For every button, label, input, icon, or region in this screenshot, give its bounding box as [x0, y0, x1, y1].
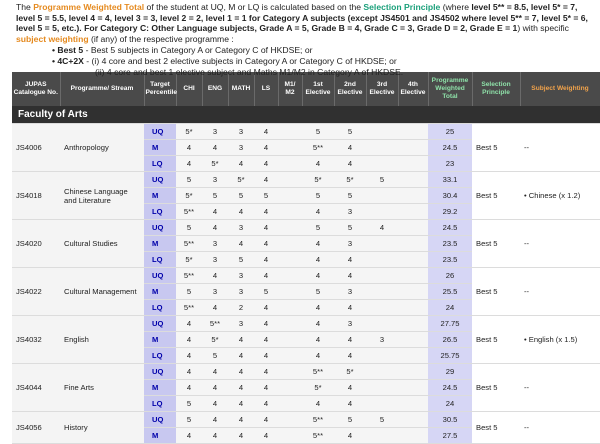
- subject-weighting: • English (x 1.5): [520, 316, 600, 364]
- score-chi: 5: [176, 396, 202, 412]
- weighted-total: 23.5: [428, 252, 472, 268]
- selection-principle: Best 5: [472, 124, 520, 172]
- score-elective-1: 5**: [302, 140, 334, 156]
- score-elective-2: 5*: [334, 172, 366, 188]
- intro-text: [0, 0, 600, 77]
- score-m1m2: [278, 364, 302, 380]
- score-elective-1: 4: [302, 300, 334, 316]
- score-elective-4: [398, 204, 428, 220]
- weighted-total: 24: [428, 396, 472, 412]
- score-eng: 4: [202, 364, 228, 380]
- score-elective-1: 4: [302, 396, 334, 412]
- score-chi: 5*: [176, 124, 202, 140]
- score-m1m2: [278, 188, 302, 204]
- score-elective-3: 5: [366, 172, 398, 188]
- score-math: 3: [228, 284, 254, 300]
- score-chi: 5*: [176, 252, 202, 268]
- score-eng: 3: [202, 124, 228, 140]
- score-basis: LQ: [144, 348, 176, 364]
- selection-principle-term: Selection Principle: [363, 2, 441, 12]
- score-elective-1: 5*: [302, 380, 334, 396]
- weighted-total: 25: [428, 124, 472, 140]
- score-elective-2: 5: [334, 412, 366, 428]
- score-ls: 5: [254, 284, 278, 300]
- score-elective-2: 4: [334, 300, 366, 316]
- col-selection: Selection Principle: [472, 72, 520, 106]
- option-best5: • Best 5 - Best 5 subjects in Category A or Category C of HKDSE; or: [52, 45, 313, 56]
- score-elective-3: [366, 252, 398, 268]
- subject-weighting: --: [520, 268, 600, 316]
- score-elective-1: 5: [302, 284, 334, 300]
- score-eng: 4: [202, 428, 228, 444]
- score-eng: 4: [202, 412, 228, 428]
- weighted-total: 25.5: [428, 284, 472, 300]
- score-elective-1: 4: [302, 348, 334, 364]
- score-ls: 4: [254, 236, 278, 252]
- score-m1m2: [278, 396, 302, 412]
- col-target: Target Percentile: [144, 72, 176, 106]
- score-math: 3: [228, 220, 254, 236]
- score-basis: UQ: [144, 268, 176, 284]
- score-basis: M: [144, 428, 176, 444]
- score-basis: UQ: [144, 316, 176, 332]
- score-elective-2: 4: [334, 380, 366, 396]
- subject-weighting: --: [520, 364, 600, 412]
- weighted-total: 29.2: [428, 204, 472, 220]
- score-chi: 5**: [176, 204, 202, 220]
- score-eng: 4: [202, 220, 228, 236]
- programme-name: Anthropology: [60, 124, 144, 172]
- score-m1m2: [278, 156, 302, 172]
- score-ls: 4: [254, 140, 278, 156]
- score-chi: 4: [176, 316, 202, 332]
- score-eng: 5*: [202, 332, 228, 348]
- level-scores: level 5** = 8.5, level 5* = 7, level 5 = 5.5, level 4 = 4, level 3 = 3, level 2 = 2, level 1 = 1 for Category A subjects (except JS4501 and JS4502 where level 5** = 7, level 5* = 6, level 5 = 5, etc.). For Category C: Other Language subjects, Grade A = 5, Grade B = 4, Grade C = 3, Grade D = 2, Grade E = 1: [16, 2, 588, 34]
- col-programme: Programme/ Stream: [60, 72, 144, 106]
- programme-code: JS4006: [12, 124, 60, 172]
- weighted-total: 27.75: [428, 316, 472, 332]
- score-math: 4: [228, 396, 254, 412]
- score-elective-3: [366, 316, 398, 332]
- programme-name: History: [60, 412, 144, 444]
- score-chi: 4: [176, 332, 202, 348]
- score-eng: 4: [202, 140, 228, 156]
- score-elective-2: 4: [334, 348, 366, 364]
- score-basis: M: [144, 332, 176, 348]
- table-row: [12, 364, 600, 380]
- score-basis: M: [144, 284, 176, 300]
- score-math: 3: [228, 268, 254, 284]
- score-elective-3: 4: [366, 220, 398, 236]
- score-elective-2: 4: [334, 428, 366, 444]
- score-m1m2: [278, 428, 302, 444]
- score-math: 2: [228, 300, 254, 316]
- col-weighting: Subject Weighting: [520, 72, 600, 106]
- score-eng: 4: [202, 204, 228, 220]
- score-elective-1: 4: [302, 204, 334, 220]
- score-ls: 4: [254, 252, 278, 268]
- col-elective-4: 4th Elective: [398, 72, 428, 106]
- score-elective-3: [366, 124, 398, 140]
- score-eng: 5: [202, 348, 228, 364]
- selection-principle: Best 5: [472, 220, 520, 268]
- score-elective-2: 5: [334, 124, 366, 140]
- score-math: 4: [228, 380, 254, 396]
- score-ls: 4: [254, 412, 278, 428]
- score-elective-1: 4: [302, 236, 334, 252]
- score-elective-3: [366, 284, 398, 300]
- score-basis: M: [144, 188, 176, 204]
- score-elective-2: 4: [334, 396, 366, 412]
- weighted-total: 33.1: [428, 172, 472, 188]
- score-math: 4: [228, 236, 254, 252]
- score-elective-4: [398, 316, 428, 332]
- table-row: [12, 268, 600, 284]
- score-elective-1: 5**: [302, 364, 334, 380]
- score-m1m2: [278, 172, 302, 188]
- score-elective-4: [398, 268, 428, 284]
- score-elective-4: [398, 188, 428, 204]
- score-elective-2: 4: [334, 140, 366, 156]
- score-math: 4: [228, 364, 254, 380]
- score-ls: 4: [254, 316, 278, 332]
- score-elective-4: [398, 412, 428, 428]
- score-basis: LQ: [144, 156, 176, 172]
- score-math: 4: [228, 332, 254, 348]
- programme-code: JS4020: [12, 220, 60, 268]
- score-eng: 4: [202, 396, 228, 412]
- score-math: 3: [228, 140, 254, 156]
- score-m1m2: [278, 348, 302, 364]
- score-ls: 4: [254, 204, 278, 220]
- score-elective-1: 4: [302, 268, 334, 284]
- score-chi: 5**: [176, 268, 202, 284]
- score-basis: LQ: [144, 396, 176, 412]
- score-m1m2: [278, 236, 302, 252]
- weighted-total: 26: [428, 268, 472, 284]
- score-eng: 5: [202, 188, 228, 204]
- score-m1m2: [278, 268, 302, 284]
- table-row: [12, 316, 600, 332]
- score-elective-4: [398, 348, 428, 364]
- score-chi: 5**: [176, 300, 202, 316]
- score-math: 5: [228, 252, 254, 268]
- score-elective-3: [366, 204, 398, 220]
- score-eng: 3: [202, 284, 228, 300]
- score-elective-3: [366, 268, 398, 284]
- programme-code: JS4018: [12, 172, 60, 220]
- score-chi: 4: [176, 364, 202, 380]
- score-elective-3: [366, 140, 398, 156]
- score-chi: 5*: [176, 188, 202, 204]
- score-elective-4: [398, 284, 428, 300]
- score-table: [12, 72, 600, 444]
- score-elective-2: 3: [334, 204, 366, 220]
- score-elective-1: 5: [302, 220, 334, 236]
- selection-principle: Best 5: [472, 316, 520, 364]
- score-elective-3: [366, 236, 398, 252]
- score-math: 4: [228, 428, 254, 444]
- score-ls: 4: [254, 220, 278, 236]
- score-math: 4: [228, 412, 254, 428]
- table-row: [12, 220, 600, 236]
- score-elective-1: 4: [302, 156, 334, 172]
- score-elective-4: [398, 364, 428, 380]
- score-elective-2: 4: [334, 332, 366, 348]
- score-chi: 5: [176, 412, 202, 428]
- score-eng: 4: [202, 380, 228, 396]
- programme-weighted-total-term: Programme Weighted Total: [33, 2, 145, 12]
- score-elective-2: 4: [334, 156, 366, 172]
- score-math: 4: [228, 204, 254, 220]
- score-basis: M: [144, 140, 176, 156]
- score-m1m2: [278, 380, 302, 396]
- score-elective-2: 4: [334, 252, 366, 268]
- score-basis: M: [144, 380, 176, 396]
- option-4c2x: • 4C+2X - (i) 4 core and best 2 elective subjects in Category A or Category C of HKDSE; or: [52, 55, 397, 66]
- weighted-total: 24.5: [428, 140, 472, 156]
- score-math: 5: [228, 188, 254, 204]
- score-m1m2: [278, 332, 302, 348]
- faculty-name: Faculty of Arts: [12, 106, 600, 124]
- score-elective-3: 3: [366, 332, 398, 348]
- option-4c2x-sub: (ii) 4 core and best 1 elective subject and Maths M1/M2 in Category A of HKDSE.: [95, 66, 404, 77]
- col-code: JUPAS Catalogue No.: [12, 72, 60, 106]
- col-math: MATH: [228, 72, 254, 106]
- score-basis: UQ: [144, 220, 176, 236]
- score-ls: 4: [254, 332, 278, 348]
- weighted-total: 24.5: [428, 380, 472, 396]
- score-chi: 4: [176, 428, 202, 444]
- subject-weighting: --: [520, 220, 600, 268]
- score-elective-1: 5**: [302, 412, 334, 428]
- score-eng: 5**: [202, 316, 228, 332]
- col-chi: CHI: [176, 72, 202, 106]
- col-elective-1: 1st Elective: [302, 72, 334, 106]
- score-elective-2: 5: [334, 188, 366, 204]
- score-elective-1: 4: [302, 252, 334, 268]
- score-elective-4: [398, 396, 428, 412]
- table-row: [12, 124, 600, 140]
- score-elective-2: 3: [334, 236, 366, 252]
- score-elective-3: [366, 188, 398, 204]
- score-eng: 4: [202, 268, 228, 284]
- score-elective-3: [366, 396, 398, 412]
- col-m1m2: M1/ M2: [278, 72, 302, 106]
- score-chi: 4: [176, 380, 202, 396]
- weighted-total: 27.5: [428, 428, 472, 444]
- score-elective-4: [398, 140, 428, 156]
- programme-name: English: [60, 316, 144, 364]
- score-chi: 4: [176, 140, 202, 156]
- weighted-total: 24: [428, 300, 472, 316]
- score-elective-3: [366, 380, 398, 396]
- col-eng: ENG: [202, 72, 228, 106]
- selection-principle: Best 5: [472, 268, 520, 316]
- score-eng: 3: [202, 236, 228, 252]
- table-row: [12, 412, 600, 428]
- score-eng: 5*: [202, 156, 228, 172]
- score-elective-4: [398, 220, 428, 236]
- score-elective-2: 5: [334, 220, 366, 236]
- score-elective-1: 4: [302, 332, 334, 348]
- weighted-total: 24.5: [428, 220, 472, 236]
- score-elective-3: [366, 348, 398, 364]
- score-m1m2: [278, 300, 302, 316]
- score-elective-4: [398, 428, 428, 444]
- score-m1m2: [278, 316, 302, 332]
- score-elective-1: 4: [302, 316, 334, 332]
- score-chi: 4: [176, 348, 202, 364]
- score-chi: 5: [176, 172, 202, 188]
- score-elective-4: [398, 332, 428, 348]
- score-elective-3: [366, 300, 398, 316]
- programme-code: JS4032: [12, 316, 60, 364]
- table-row: [12, 172, 600, 188]
- score-eng: 3: [202, 172, 228, 188]
- weighted-total: 23.5: [428, 236, 472, 252]
- score-elective-4: [398, 300, 428, 316]
- score-ls: 4: [254, 396, 278, 412]
- programme-name: Fine Arts: [60, 364, 144, 412]
- col-total: Programme Weighted Total: [428, 72, 472, 106]
- score-m1m2: [278, 220, 302, 236]
- score-m1m2: [278, 412, 302, 428]
- score-basis: UQ: [144, 124, 176, 140]
- weighted-total: 23: [428, 156, 472, 172]
- score-elective-4: [398, 124, 428, 140]
- selection-principle: Best 5: [472, 364, 520, 412]
- score-math: 4: [228, 156, 254, 172]
- selection-principle: Best 5: [472, 412, 520, 444]
- score-elective-4: [398, 172, 428, 188]
- score-basis: UQ: [144, 412, 176, 428]
- score-basis: LQ: [144, 300, 176, 316]
- score-chi: 5: [176, 284, 202, 300]
- selection-principle: Best 5: [472, 172, 520, 220]
- programme-name: Cultural Management: [60, 268, 144, 316]
- score-eng: 3: [202, 252, 228, 268]
- programme-name: Chinese Language and Literature: [60, 172, 144, 220]
- score-elective-3: [366, 364, 398, 380]
- score-ls: 5: [254, 188, 278, 204]
- weighted-total: 29: [428, 364, 472, 380]
- score-math: 5*: [228, 172, 254, 188]
- subject-weighting: • Chinese (x 1.2): [520, 172, 600, 220]
- faculty-row: [12, 106, 600, 124]
- score-ls: 4: [254, 364, 278, 380]
- score-ls: 4: [254, 300, 278, 316]
- score-ls: 4: [254, 428, 278, 444]
- score-m1m2: [278, 124, 302, 140]
- score-elective-1: 5*: [302, 172, 334, 188]
- weighted-total: 30.4: [428, 188, 472, 204]
- score-elective-4: [398, 156, 428, 172]
- score-m1m2: [278, 284, 302, 300]
- score-chi: 5**: [176, 236, 202, 252]
- score-basis: UQ: [144, 172, 176, 188]
- score-math: 3: [228, 316, 254, 332]
- table-header: [12, 72, 600, 106]
- score-elective-4: [398, 252, 428, 268]
- col-elective-3: 3rd Elective: [366, 72, 398, 106]
- score-elective-2: 3: [334, 284, 366, 300]
- programme-code: JS4056: [12, 412, 60, 444]
- score-m1m2: [278, 204, 302, 220]
- score-eng: 4: [202, 300, 228, 316]
- score-elective-2: 4: [334, 268, 366, 284]
- subject-weighting: --: [520, 412, 600, 444]
- score-ls: 4: [254, 156, 278, 172]
- programme-code: JS4022: [12, 268, 60, 316]
- score-elective-3: [366, 428, 398, 444]
- score-elective-3: [366, 156, 398, 172]
- score-math: 4: [228, 348, 254, 364]
- score-elective-2: 3: [334, 316, 366, 332]
- score-basis: LQ: [144, 252, 176, 268]
- weighted-total: 30.5: [428, 412, 472, 428]
- score-elective-3: 5: [366, 412, 398, 428]
- score-ls: 4: [254, 380, 278, 396]
- score-elective-1: 5: [302, 124, 334, 140]
- programme-name: Cultural Studies: [60, 220, 144, 268]
- col-ls: LS: [254, 72, 278, 106]
- score-chi: 5: [176, 220, 202, 236]
- score-m1m2: [278, 252, 302, 268]
- programme-code: JS4044: [12, 364, 60, 412]
- score-elective-1: 5**: [302, 428, 334, 444]
- score-elective-4: [398, 380, 428, 396]
- weighted-total: 25.75: [428, 348, 472, 364]
- intro-paragraph: The Programme Weighted Total of the student at UQ, M or LQ is calculated based on the Selection Principle (where level 5** = 8.5, level 5* = 7, level 5 = 5.5, level 4 = 4, level 3 = 3, level 2 = 2, level 1 = 1 for Category A subjects (except JS4501 and JS4502 where level 5** = 7, level 5* = 6, level 5 = 5, etc.). For Category C: Other Language subjects, Grade A = 5, Grade B = 4, Grade C = 3, Grade D = 2, Grade E = 1) with specific subject weighting (if any) of the respective programme :: [16, 2, 588, 44]
- score-chi: 4: [176, 156, 202, 172]
- subject-weighting-term: subject weighting: [16, 33, 89, 44]
- score-basis: UQ: [144, 364, 176, 380]
- score-ls: 4: [254, 268, 278, 284]
- score-ls: 4: [254, 172, 278, 188]
- subject-weighting: --: [520, 124, 600, 172]
- score-elective-2: 5*: [334, 364, 366, 380]
- score-basis: M: [144, 236, 176, 252]
- score-elective-4: [398, 236, 428, 252]
- score-basis: LQ: [144, 204, 176, 220]
- score-ls: 4: [254, 348, 278, 364]
- score-math: 3: [228, 124, 254, 140]
- weighted-total: 26.5: [428, 332, 472, 348]
- score-ls: 4: [254, 124, 278, 140]
- score-m1m2: [278, 140, 302, 156]
- col-elective-2: 2nd Elective: [334, 72, 366, 106]
- score-elective-1: 5: [302, 188, 334, 204]
